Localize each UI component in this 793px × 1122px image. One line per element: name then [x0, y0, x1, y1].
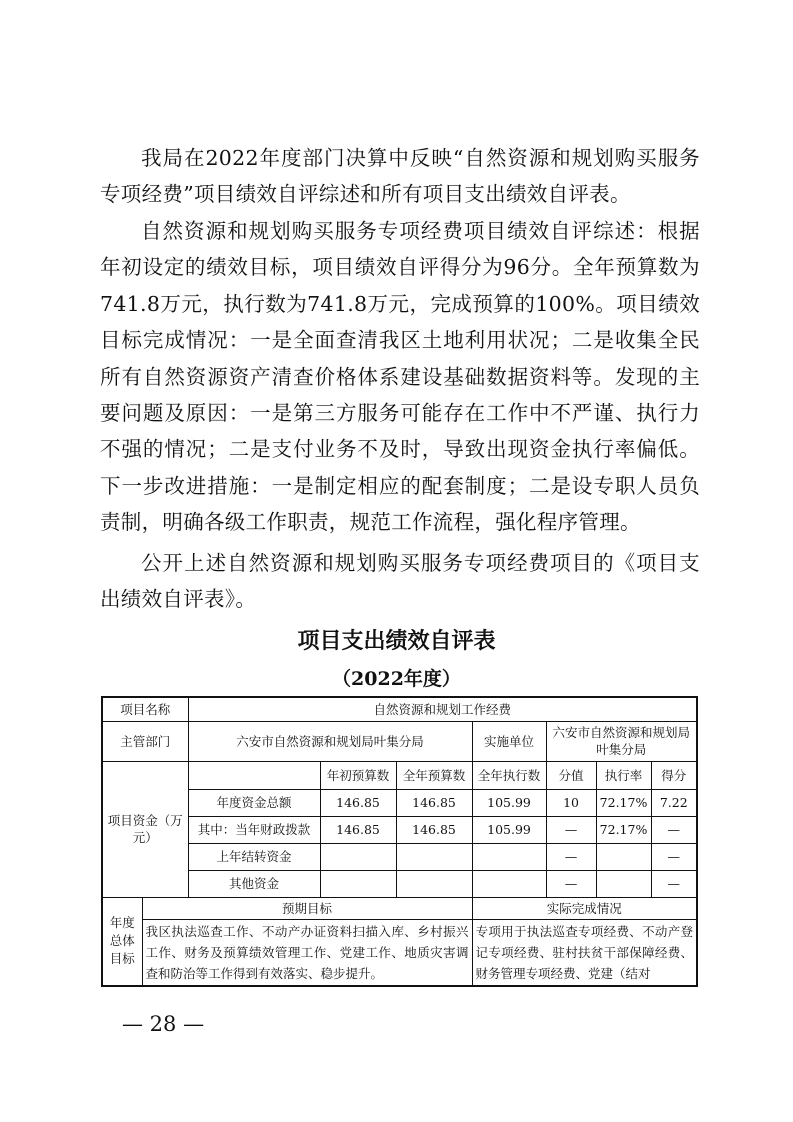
table-row — [102, 843, 697, 870]
table-row — [102, 870, 697, 897]
cell: 105.99 — [472, 816, 546, 843]
table-title: 项目支出绩效自评表 — [297, 629, 496, 654]
cell: 146.85 — [396, 789, 472, 816]
impl-label: 实施单位 — [472, 721, 546, 761]
cell: — — [651, 870, 697, 897]
table-year: （2022年度） — [332, 668, 461, 690]
project-name: 自然资源和规划工作经费 — [188, 697, 697, 721]
cell — [320, 843, 396, 870]
cell: — — [546, 843, 596, 870]
header-blank — [188, 761, 320, 789]
intro-paragraph: 我局在2022年度部门决算中反映“自然资源和规划购买服务专项经费”项目绩效自评综述和所有项目支出绩效自评表。 — [100, 146, 700, 207]
cell: 72.17% — [596, 789, 651, 816]
col-header: 执行率 — [596, 761, 651, 789]
cell: 146.85 — [320, 789, 396, 816]
cell — [320, 870, 396, 897]
table-row — [102, 897, 697, 919]
table-row — [102, 761, 697, 789]
col-header: 年初预算数 — [320, 761, 396, 789]
table-row — [102, 697, 697, 721]
table-row — [102, 721, 697, 761]
dept-label: 主管部门 — [102, 721, 188, 761]
cell — [596, 870, 651, 897]
page-number: — 28 — — [122, 1012, 205, 1036]
actual-completion-text: 专项用于执法巡查专项经费、不动产登记专项经费、驻村扶贫干部保障经费、财务管理专项经费、党建（结对 — [472, 919, 697, 986]
col-header: 全年预算数 — [396, 761, 472, 789]
expected-goal-text: 我区执法巡查工作、不动产办证资料扫描入库、乡村振兴工作、财务及预算绩效管理工作、党建工作、地质灾害调查和防治等工作得到有效落实、稳步提升。 — [142, 919, 472, 986]
actual-completion-header: 实际完成情况 — [472, 897, 697, 919]
funds-label: 项目资金（万元） — [102, 761, 188, 897]
annual-goal-label: 年度总体目标 — [102, 897, 142, 986]
expected-goal-header: 预期目标 — [142, 897, 472, 919]
cell: — — [651, 843, 697, 870]
cell: 72.17% — [596, 816, 651, 843]
cell — [596, 843, 651, 870]
cell: 7.22 — [651, 789, 697, 816]
cell: 10 — [546, 789, 596, 816]
cell: — — [546, 816, 596, 843]
project-name-label: 项目名称 — [102, 697, 188, 721]
col-header: 分值 — [546, 761, 596, 789]
evaluation-table — [101, 696, 698, 987]
cell: 146.85 — [320, 816, 396, 843]
cell — [472, 843, 546, 870]
cell: — — [651, 816, 697, 843]
table-row — [102, 789, 697, 816]
table-row — [102, 919, 697, 986]
disclosure-paragraph: 公开上述自然资源和规划购买服务专项经费项目的《项目支出绩效自评表》。 — [100, 551, 700, 612]
impl-value: 六安市自然资源和规划局叶集分局 — [546, 721, 697, 761]
row-label: 其他资金 — [188, 870, 320, 897]
row-label: 年度资金总额 — [188, 789, 320, 816]
summary-paragraph: 自然资源和规划购买服务专项经费项目绩效自评综述：根据年初设定的绩效目标，项目绩效自评得分为96分。全年预算数为741.8万元，执行数为741.8万元，完成预算的100%。项目绩效目标完成情况：一是全面查清我区土地利用状况；二是收集全民所有自然资源资产清查价格体系建设基础数据资料等。发现的主要问题及原因：一是第三方服务可能存在工作中不严谨、执行力不强的情况；二是支付业务不及时，导致出现资金执行率偏低。下一步改进措施：一是制定相应的配套制度；二是设专职人员负责制，明确各级工作职责，规范工作流程，强化程序管理。 — [100, 219, 700, 535]
cell — [396, 843, 472, 870]
row-label: 上年结转资金 — [188, 843, 320, 870]
row-label: 其中：当年财政拨款 — [188, 816, 320, 843]
cell: 146.85 — [396, 816, 472, 843]
cell: 105.99 — [472, 789, 546, 816]
cell — [396, 870, 472, 897]
col-header: 得分 — [651, 761, 697, 789]
table-row — [102, 816, 697, 843]
cell — [472, 870, 546, 897]
cell: — — [546, 870, 596, 897]
dept-value: 六安市自然资源和规划局叶集分局 — [188, 721, 472, 761]
col-header: 全年执行数 — [472, 761, 546, 789]
